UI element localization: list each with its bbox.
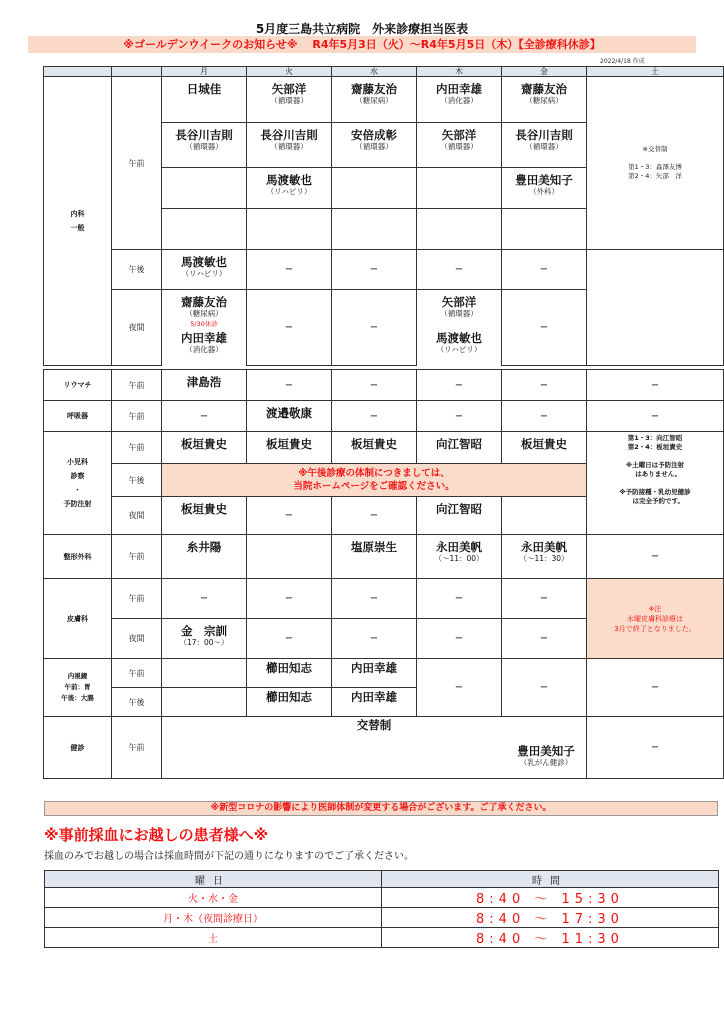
doctor-cell: 内田幸雄 （消化器） [417,77,502,123]
doctor-cell: 向江智昭 [417,432,502,464]
doctor-cell: 渡邉敬康 [247,401,332,432]
doctor-cell: 矢部洋 （循環器） [247,77,332,123]
doctor-cell: 内田幸雄 （消化器） [162,330,247,366]
doctor-cell: 永田美帆 （〜11：30） [502,535,587,579]
peds-sat-note: 第1・3：向江智昭 第2・4：板垣貴史 ※土曜日は予防注射 はありません。 ※予防接種・乳幼児健診 は完全予約です。 [587,432,724,535]
day-wed: 水 [332,67,417,77]
table-row: 整形外科 午前 糸井陽 塩原崇生 永田美帆 （〜11：00） 永田美帆 （〜11：30） − [44,535,724,579]
doctor-cell: 板垣貴史 [162,432,247,464]
col-day: 曜日 [45,871,382,888]
table-row: 健診 午前 交替制 豊田美知子 （乳がん健診） − [44,717,724,779]
doctor-cell: 長谷川吉則 （循環器） [162,123,247,168]
doctor-cell: 長谷川吉則 （循環器） [502,123,587,168]
doctor-cell: 矢部洋 （循環器） [417,123,502,168]
doctor-cell: 板垣貴史 [247,432,332,464]
doctor-cell: 櫛田知志 [247,659,332,688]
created-date: 2022/4/18 作成 [600,58,645,65]
table-row [44,77,724,123]
dept-rheum: リウマチ [44,370,112,401]
doctor-cell: 板垣貴史 [162,497,247,535]
doctor-cell: 永田美帆 （〜11：00） [417,535,502,579]
period-night: 夜間 [112,290,162,366]
table-row: 内視鏡 午前：胃 午後：大腸 午前 櫛田知志 内田幸雄 − − − [44,659,724,688]
table-row: 小児科 診察 ・ 予防注射 午前 板垣貴史 板垣貴史 板垣貴史 向江智昭 板垣貴史 第1・3：向江智昭 第2・4：板垣貴史 ※土曜日は予防注射 はありません。 ※予防接種・乳幼児健診 は完全予約です。 [44,432,724,464]
schedule-table-lower [43,369,724,779]
blood-table [44,870,719,948]
doctor-cell: 津島浩 [162,370,247,401]
doctor-cell: 板垣貴史 [332,432,417,464]
kenshin-cell [162,717,587,779]
dept-kenshin: 健診 [44,717,112,779]
dept-resp: 呼吸器 [44,401,112,432]
kenshin-rotation: 交替制 [356,718,392,732]
doctor-cell: 金 宗訓 （17：00〜） [162,619,247,659]
doctor-cell: 豊田美知子 （外科） [502,168,587,209]
table-row: 呼吸器 午前 − 渡邉敬康 − − − − [44,401,724,432]
period-am: 午前 [112,77,162,250]
doctor-cell: 安倍成彰 （循環器） [332,123,417,168]
doctor-cell: 塩原崇生 [332,535,417,579]
table-row: 夜間 板垣貴史 − − 向江智昭 [44,497,724,535]
doctor-cell: 齋藤友治 （糖尿病） 5/30休診 [162,290,247,330]
doctor-cell: 長谷川吉則 （循環器） [247,123,332,168]
table-row: 火・水・金 8:40 〜 15:30 [45,888,719,908]
doctor-cell: 板垣貴史 [502,432,587,464]
page-title: 5月度三島共立病院 外来診療担当医表 [255,22,469,36]
day-mon: 月 [162,67,247,77]
derm-sat-note: ※注 水曜皮膚科診療は 3月で終了となりました。 [587,579,724,659]
dept-derm: 皮膚科 [44,579,112,659]
doctor-cell: 齋藤友治 （糖尿病） [332,77,417,123]
blood-heading: ※事前採血にお越しの患者様へ※ [44,826,269,844]
period-pm: 午後 [112,250,162,290]
day-thu: 木 [417,67,502,77]
dept-endo: 内視鏡 午前：胃 午後：大腸 [44,659,112,717]
table-row: 月・木（夜間診療日） 8:40 〜 17:30 [45,908,719,928]
doctor-cell: 齋藤友治 （糖尿病） [502,77,587,123]
sat-rotation-note: ※交替制 第1・3：森澤友博 第2・4：矢部 洋 [587,77,724,250]
doctor-cell: 向江智昭 [417,497,502,535]
table-row: 土 8:40 〜 11:30 [45,928,719,948]
doctor-cell: 日城佳 [162,77,247,123]
header-row [44,67,724,77]
kenshin-fri: 豊田美知子 （乳がん健診） [517,744,575,767]
doctor-cell: 内田幸雄 [332,688,417,717]
doctor-cell: 内田幸雄 [332,659,417,688]
col-time: 時間 [382,871,719,888]
table-row: 午後 櫛田知志 内田幸雄 [44,688,724,717]
doctor-cell: 矢部洋 （循環器） [417,290,502,330]
blood-text: 採血のみでお越しの場合は採血時間が下記の通りになりますのでご了承ください。 [44,851,414,862]
table-row: 午後 馬渡敏也 （リハビリ） − − − − [44,250,724,290]
golden-week-notice: ※ゴールデンウイークのお知らせ※ R4年5月3日（火）〜R4年5月5日（木）【全診療科休診】 [28,36,696,53]
schedule-table [43,66,724,366]
day-sat: 土 [587,67,724,77]
peds-pm-notice: ※午後診療の体制につきましては、 当院ホームページをご確認ください。 [162,464,587,497]
dept-naika: 内科 一般 [44,77,112,366]
table-row: 午後 ※午後診療の体制につきましては、 当院ホームページをご確認ください。 [44,464,724,497]
doctor-cell: 馬渡敏也 （リハビリ） [162,250,247,290]
doctor-cell: 櫛田知志 [247,688,332,717]
doctor-cell: 糸井陽 [162,535,247,579]
day-fri: 金 [502,67,587,77]
table-row: 夜間 齋藤友治 （糖尿病） 5/30休診 − − 矢部洋 （循環器） − [44,290,724,330]
table-row: リウマチ 午前 津島浩 − − − − − [44,370,724,401]
dept-peds: 小児科 診察 ・ 予防注射 [44,432,112,535]
table-row: 夜間 金 宗訓 （17：00〜） − − − − [44,619,724,659]
dept-ortho: 整形外科 [44,535,112,579]
table-row: 皮膚科 午前 − − − − − ※注 水曜皮膚科診療は 3月で終了となりました。 [44,579,724,619]
doctor-cell: 馬渡敏也 （リハビリ） [247,168,332,209]
day-tue: 火 [247,67,332,77]
table-row [45,871,719,888]
doctor-cell: 馬渡敏也 （リハビリ） [417,330,502,366]
corona-notice: ※新型コロナの影響により医師体制が変更する場合がございます。ご了承ください。 [44,801,718,816]
